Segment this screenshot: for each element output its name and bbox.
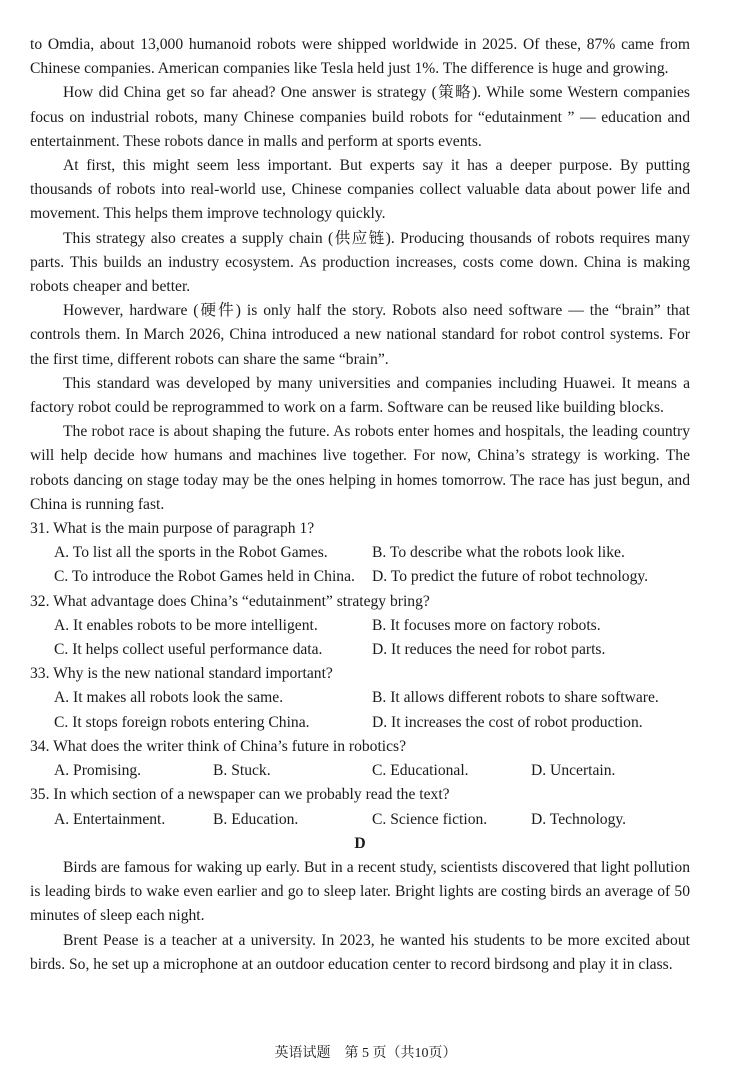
- option-d: D. Technology.: [531, 810, 627, 828]
- question-stem: 35. In which section of a newspaper can we probably read the text?: [30, 786, 450, 804]
- question-stem: 33. Why is the new national standard important?: [30, 665, 333, 683]
- option-a: A. Entertainment.: [54, 810, 166, 828]
- option-a: A. It enables robots to be more intelligent.: [54, 616, 318, 634]
- option-b: B. To describe what the robots look like.: [372, 544, 625, 562]
- option-b: B. It allows different robots to share software.: [372, 689, 659, 707]
- page-footer: 英语试题 第 5 页（共10页）: [274, 1046, 457, 1061]
- option-c: C. Science fiction.: [372, 810, 488, 828]
- passage-paragraph: At first, this might seem less important. But experts say it has a deeper purpose. By putting thousands of robots into real-world use, Chinese companies collect valuable data about power life and movement. This helps them improve technology quickly.: [30, 157, 690, 223]
- passage-paragraph: How did China get so far ahead? One answer is strategy (策略). While some Western companies focus on industrial robots, many Chinese companies build robots for “edutainment ” — education and entertainment. These robots dance in malls and perform at sports events.: [30, 84, 690, 150]
- option-a: A. Promising.: [54, 762, 142, 780]
- passage-paragraph: to Omdia, about 13,000 humanoid robots were shipped worldwide in 2025. Of these, 87% came from Chinese companies. American companies like Tesla held just 1%. The difference is huge and growing.: [30, 36, 690, 78]
- question-stem: 31. What is the main purpose of paragraph 1?: [30, 520, 315, 538]
- option-a: A. It makes all robots look the same.: [54, 689, 284, 707]
- question-33: [30, 662, 690, 735]
- passage-paragraph: Birds are famous for waking up early. But in a recent study, scientists discovered that light pollution is leading birds to wake even earlier and go to sleep later. Bright lights are costing birds an average of 50 minutes of sleep each night.: [30, 858, 690, 925]
- option-c: C. It helps collect useful performance data.: [54, 641, 323, 659]
- option-d: D. It increases the cost of robot production.: [372, 713, 643, 731]
- passage-paragraph: However, hardware (硬件) is only half the story. Robots also need software — the “brain” that controls them. In March 2026, China introduced a new national standard for robot control systems. For the first time, different robots can share the same “brain”.: [30, 302, 690, 368]
- option-c: C. It stops foreign robots entering China.: [54, 713, 310, 731]
- question-31: [30, 517, 690, 590]
- option-d: D. Uncertain.: [531, 762, 616, 780]
- option-a: A. To list all the sports in the Robot Games.: [54, 544, 328, 562]
- question-32: [30, 590, 690, 663]
- option-b: B. Education.: [213, 810, 299, 828]
- option-d: D. It reduces the need for robot parts.: [372, 641, 606, 659]
- option-d: D. To predict the future of robot technology.: [372, 568, 649, 586]
- question-34: [30, 735, 690, 783]
- passage-paragraph: Brent Pease is a teacher at a university. In 2023, he wanted his students to be more excited about birds. So, he set up a microphone at an outdoor education center to record birdsong and play it in class.: [30, 931, 690, 973]
- option-c: C. To introduce the Robot Games held in China.: [54, 568, 355, 586]
- question-stem: 32. What advantage does China’s “edutainment” strategy bring?: [30, 592, 430, 610]
- exam-page: [30, 33, 690, 977]
- passage-paragraph: This standard was developed by many universities and companies including Huawei. It means a factory robot could be reprogrammed to work on a farm. Software can be reused like building blocks.: [30, 374, 690, 417]
- option-c: C. Educational.: [372, 762, 469, 780]
- section-heading: D: [354, 834, 366, 852]
- option-b: B. It focuses more on factory robots.: [372, 616, 601, 634]
- passage-paragraph: The robot race is about shaping the future. As robots enter homes and hospitals, the leading country will help decide how humans and machines live together. For now, China’s strategy is working. The robots dancing on stage today may be the ones helping in homes tomorrow. The race has just begun, and China is running fast.: [30, 423, 690, 513]
- question-stem: 34. What does the writer think of China’s future in robotics?: [30, 737, 407, 755]
- question-35: [30, 783, 690, 831]
- option-b: B. Stuck.: [213, 762, 271, 780]
- passage-paragraph: This strategy also creates a supply chain (供应链). Producing thousands of robots requires many parts. This builds an industry ecosystem. As production increases, costs come down. China is making robots cheaper and better.: [30, 229, 690, 296]
